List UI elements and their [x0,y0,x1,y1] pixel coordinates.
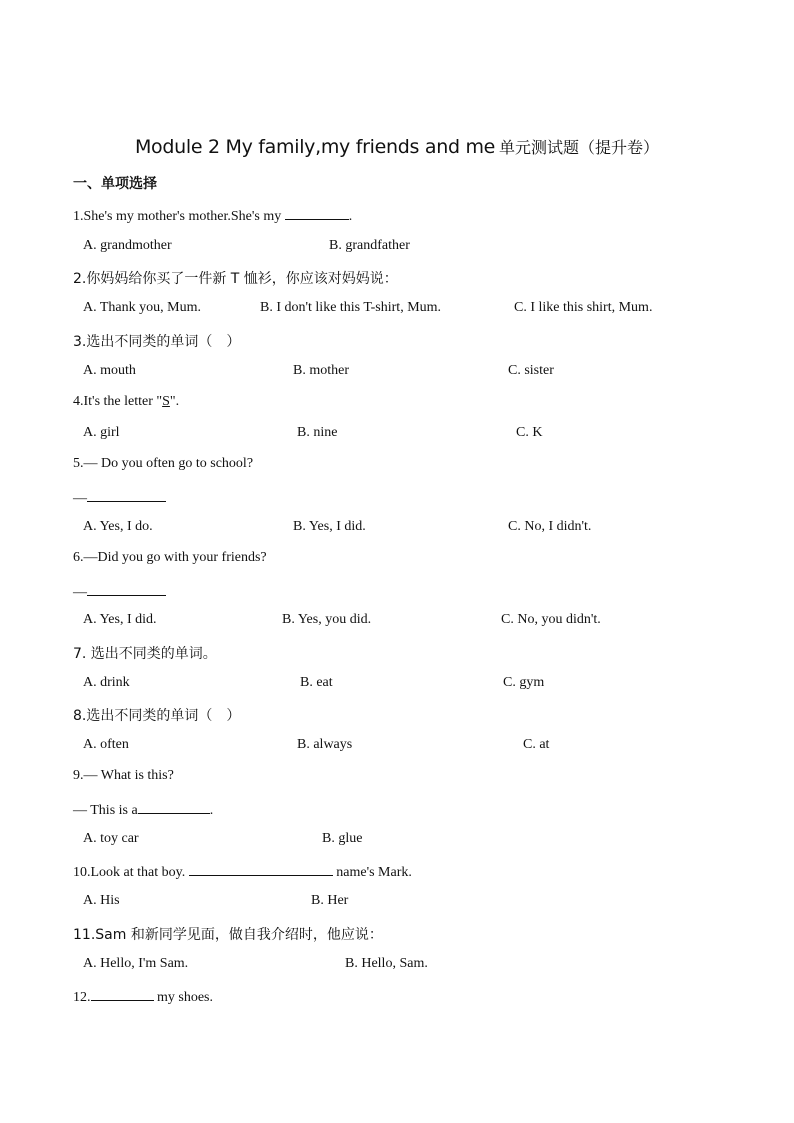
question-7-stem: 7. 选出不同类的单词。 [73,646,217,662]
question-1-option-b: B. grandfather [329,238,410,253]
question-12-stem: 12. my shoes. [73,987,213,1006]
title-chinese: 单元测试题（提升卷） [499,138,660,157]
question-6-option-c: C. No, you didn't. [501,612,601,627]
question-5-answer-line: — [73,488,166,507]
question-5-option-a: A. Yes, I do. [83,519,153,534]
question-11-stem: 11.Sam 和新同学见面，做自我介绍时，他应说： [73,927,383,943]
answer-blank [138,800,210,814]
question-4-option-b: B. nine [297,425,338,440]
question-3-option-c: C. sister [508,363,554,378]
question-5-stem: 5.— Do you often go to school? [73,456,254,471]
question-8-option-c: C. at [523,737,550,752]
title-english: Module 2 My family,my friends and me [134,136,496,158]
question-10-stem: 10.Look at that boy. name's Mark. [73,862,412,881]
answer-blank [189,862,333,876]
question-5-option-c: C. No, I didn't. [508,519,592,534]
question-8-option-b: B. always [297,737,353,752]
question-10-option-a: A. His [83,893,120,908]
answer-blank [91,987,154,1001]
answer-blank [87,582,166,596]
question-4-option-c: C. K [516,425,543,440]
question-7-option-c: C. gym [503,675,545,690]
question-3-stem: 3.选出不同类的单词（ ） [73,334,241,350]
question-6-answer-line: — [73,582,166,601]
question-2-option-c: C. I like this shirt, Mum. [514,300,653,315]
question-6-option-a: A. Yes, I did. [83,612,157,627]
question-9-answer-line: — This is a . [73,800,213,819]
question-2-stem: 2.你妈妈给你买了一件新 T 恤衫，你应该对妈妈说： [73,271,398,287]
page-title [0,135,794,158]
answer-blank [87,488,166,502]
question-7-option-b: B. eat [300,675,333,690]
question-6-stem: 6.—Did you go with your friends? [73,550,267,565]
question-8-option-a: A. often [83,737,129,752]
question-11-option-b: B. Hello, Sam. [345,956,428,971]
question-6-option-b: B. Yes, you did. [282,612,372,627]
question-3-option-a: A. mouth [83,363,136,378]
question-4-stem: 4.It's the letter "S". [73,394,180,409]
answer-blank [285,206,349,220]
question-9-stem: 9.— What is this? [73,768,174,783]
question-3-option-b: B. mother [293,363,349,378]
question-11-option-a: A. Hello, I'm Sam. [83,956,189,971]
question-7-option-a: A. drink [83,675,130,690]
question-8-stem: 8.选出不同类的单词（ ） [73,708,241,724]
question-4-option-a: A. girl [83,425,120,440]
question-2-option-a: A. Thank you, Mum. [83,300,201,315]
question-9-option-a: A. toy car [83,831,139,846]
question-5-option-b: B. Yes, I did. [293,519,366,534]
section-heading: 一、单项选择 [73,176,157,192]
question-2-option-b: B. I don't like this T-shirt, Mum. [260,300,442,315]
question-1-stem: 1.She's my mother's mother.She's my . [73,206,352,225]
question-10-option-b: B. Her [311,893,349,908]
question-1-option-a: A. grandmother [83,238,172,253]
question-9-option-b: B. glue [322,831,363,846]
